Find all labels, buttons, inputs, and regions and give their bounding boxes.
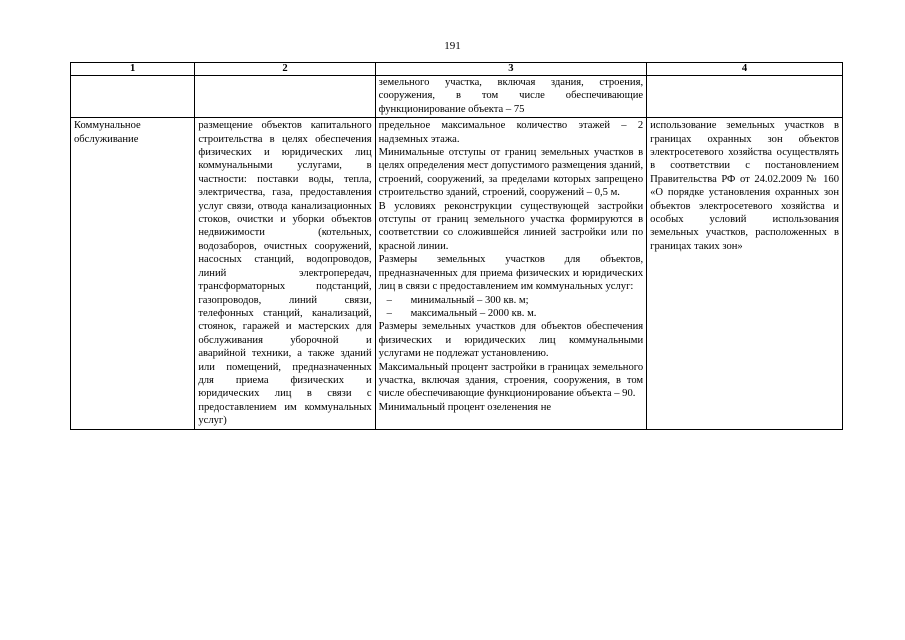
cell-restrictions: использование земельных участков в границах охранных зон объектов электросетевого хозяйства осуществлять в соответствии с постановлением Правительства РФ от 24.02.2009 № 160 «О порядке установления охранных зон объектов электросетевого хозяйства и особых условий использования земельных участков, расположенных в границах таких зон» xyxy=(647,118,843,429)
list-marker: – xyxy=(386,307,392,319)
list-item-text: минимальный – 300 кв. м; xyxy=(410,294,529,306)
table-row-communal-service xyxy=(71,118,843,429)
list-marker: – xyxy=(386,294,392,306)
cell-description: размещение объектов капитального строительства в целях обеспечения физических и юридических лиц коммунальными услугами, в частности: поставки воды, тепла, электричества, газа, предоставления услуг связи, отвода канализационных стоков, очистки и уборки объектов недвижимости (котельных, водозаборов, очистных сооружений, насосных станций, водопроводов, линий электропередач, трансформаторных подстанций, газопроводов, линий связи, телефонных станций, канализаций, стоянок, гаражей и мастерских для обслуживания уборочной и аварийной техники, а также зданий или помещений, предназначенных для приема физических и юридических лиц в связи с предоставлением им коммунальных услуг) xyxy=(195,118,375,429)
parameter-paragraph: Размеры земельных участков для объектов обеспечения физических и юридических лиц коммунальными услугами не подлежат установлению. xyxy=(378,321,644,360)
zoning-table xyxy=(70,62,843,430)
cell-parameters xyxy=(375,76,646,118)
list-item-text: максимальный – 2000 кв. м. xyxy=(410,307,537,319)
header-col-2: 2 xyxy=(195,63,375,76)
parameter-paragraph: Минимальные отступы от границ земельных участков в целях определения мест допустимого размещения зданий, строений, сооружений, за пределами которых запрещено строительство зданий, строений, сооружений – 0,5 м. xyxy=(378,147,644,199)
list-item xyxy=(379,294,643,307)
header-col-4: 4 xyxy=(647,63,843,76)
header-col-1: 1 xyxy=(71,63,195,76)
parameter-paragraph: земельного участка, включая здания, строения, сооружения, в том числе обеспечивающие функционирование объекта – 75 xyxy=(378,77,644,115)
table-row-continuation xyxy=(71,76,843,118)
cell-use-type: Коммунальное обслуживание xyxy=(71,118,195,429)
header-col-3: 3 xyxy=(375,63,646,76)
parameter-paragraph: Размеры земельных участков для объектов, предназначенных для приема физических и юридических лиц в связи с предоставлением им коммунальных услуг: xyxy=(378,254,644,293)
cell-description xyxy=(195,76,375,118)
parameter-paragraph: Максимальный процент застройки в границах земельного участка, включая здания, строения, сооружения, в том числе обеспечивающие функционирование объекта – 90. xyxy=(378,361,644,400)
parameter-paragraph: предельное максимальное количество этажей – 2 надземных этажа. xyxy=(378,120,644,145)
cell-parameters xyxy=(375,118,646,429)
parameter-paragraph: Минимальный процент озеленения не xyxy=(378,401,552,413)
cell-use-type xyxy=(71,76,195,118)
parameter-paragraph: В условиях реконструкции существующей застройки отступы от границ земельного участка формируются в соответствии со сложившейся линией застройки или по красной линии. xyxy=(378,200,644,252)
page-number: 191 xyxy=(444,40,461,52)
list-item xyxy=(379,307,643,320)
table-header-row xyxy=(71,63,843,76)
cell-restrictions xyxy=(647,76,843,118)
